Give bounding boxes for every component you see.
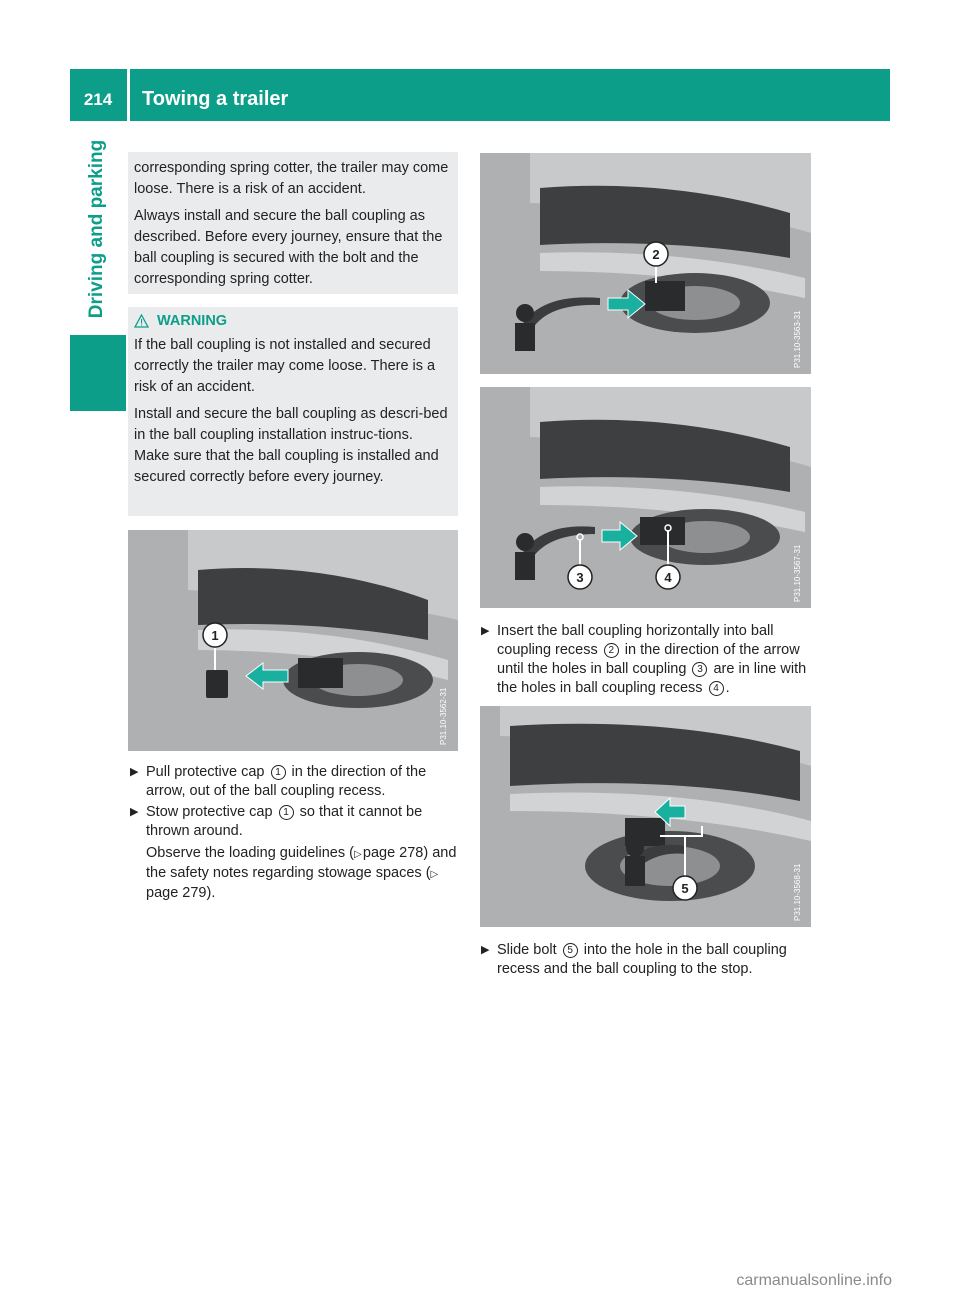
warning-p1: If the ball coupling is not installed and secured correctly the trailer may come loose. There is a risk of an accident. xyxy=(134,337,436,395)
warning-box xyxy=(128,307,458,516)
page-ref-arrow-icon: ▷ xyxy=(430,869,439,880)
callout-ref: 4 xyxy=(709,681,724,696)
figure-insert-coupling xyxy=(480,153,811,374)
figure-code: P31.10-3568-31 xyxy=(793,863,802,921)
step-text: in the direction of the arrow until the holes in ball coupling xyxy=(497,642,800,677)
step-text: Slide bolt xyxy=(497,942,561,958)
svg-text:5: 5 xyxy=(681,881,689,896)
step-text: into the hole in the ball coupling recess and the ball coupling to the stop. xyxy=(497,942,787,977)
step-arrow-icon: ▶ xyxy=(130,766,139,778)
step-text: are in line with the holes in ball coupling recess xyxy=(497,661,807,696)
safety-note-box xyxy=(128,152,458,294)
warning-p2: Install and secure the ball coupling as descri-bed in the ball coupling installation instruc-tions. Make sure that the ball coupling is installed and secured correctly before every journey. xyxy=(134,406,448,485)
note-text: ) and the safety notes regarding stowage spaces ( xyxy=(146,845,457,881)
page-header xyxy=(70,69,890,121)
step-pull-cap xyxy=(130,763,460,801)
figure-insert-bolt xyxy=(480,706,811,927)
section-side-label: Driving and parking xyxy=(86,139,107,319)
step-stow-cap xyxy=(130,803,460,841)
note-text: ). xyxy=(206,885,216,901)
instructions-right-bolt xyxy=(481,941,813,979)
safety-note-p2: Always install and secure the ball coupling as described. Before every journey, ensure that the ball coupling is secured with the bolt and the corresponding spring cotter. xyxy=(134,208,443,287)
figure-align-holes xyxy=(480,387,811,608)
step-arrow-icon: ▶ xyxy=(130,806,139,818)
safety-note-p1: corresponding spring cotter, the trailer may come loose. There is a risk of an accident. xyxy=(134,160,449,197)
step-text: so that it cannot be thrown around. xyxy=(146,804,423,839)
step-text: in the direction of the arrow, out of the ball coupling recess. xyxy=(146,764,427,799)
callout-ref: 1 xyxy=(271,765,286,780)
svg-text:3: 3 xyxy=(576,570,584,585)
svg-text:2: 2 xyxy=(652,247,660,262)
step-text: . xyxy=(725,680,730,696)
header-divider xyxy=(127,69,130,121)
section-side-marker xyxy=(70,335,126,411)
watermark: carmanualsonline.info xyxy=(736,1272,892,1289)
figure-remove-cap xyxy=(128,530,458,751)
step-arrow-icon: ▶ xyxy=(481,944,490,956)
instructions-right-insert xyxy=(481,622,813,698)
instructions-left xyxy=(130,763,460,918)
warning-title: WARNING xyxy=(157,313,228,329)
svg-text:1: 1 xyxy=(211,628,219,643)
page-ref-link[interactable]: page 279 xyxy=(146,885,207,901)
step-text: Pull protective cap xyxy=(146,764,269,780)
step-text: Stow protective cap xyxy=(146,804,277,820)
figure-code: P31.10-3567-31 xyxy=(793,544,802,602)
warning-triangle-icon xyxy=(134,314,149,328)
callout-ref: 2 xyxy=(604,643,619,658)
figure-code: P31.10-3563-31 xyxy=(793,310,802,368)
page-ref-arrow-icon: ▷ xyxy=(353,849,362,860)
callout-ref: 3 xyxy=(692,662,707,677)
svg-text:4: 4 xyxy=(664,570,672,585)
step-slide-bolt xyxy=(481,941,813,979)
warning-heading xyxy=(134,313,450,329)
loading-note xyxy=(130,844,460,903)
callout-ref: 5 xyxy=(563,943,578,958)
step-insert-coupling xyxy=(481,622,813,698)
page-number: 214 xyxy=(83,90,113,109)
page-title: Towing a trailer xyxy=(142,88,289,110)
step-arrow-icon: ▶ xyxy=(481,625,490,637)
section-side-tab xyxy=(73,129,121,329)
note-text: Observe the loading guidelines ( xyxy=(146,845,354,861)
page-ref-link[interactable]: page 278 xyxy=(362,845,424,861)
figure-code: P31.10-3562-31 xyxy=(439,687,448,745)
step-text: Insert the ball coupling horizontally into ball coupling recess xyxy=(497,623,774,658)
callout-ref: 1 xyxy=(279,805,294,820)
